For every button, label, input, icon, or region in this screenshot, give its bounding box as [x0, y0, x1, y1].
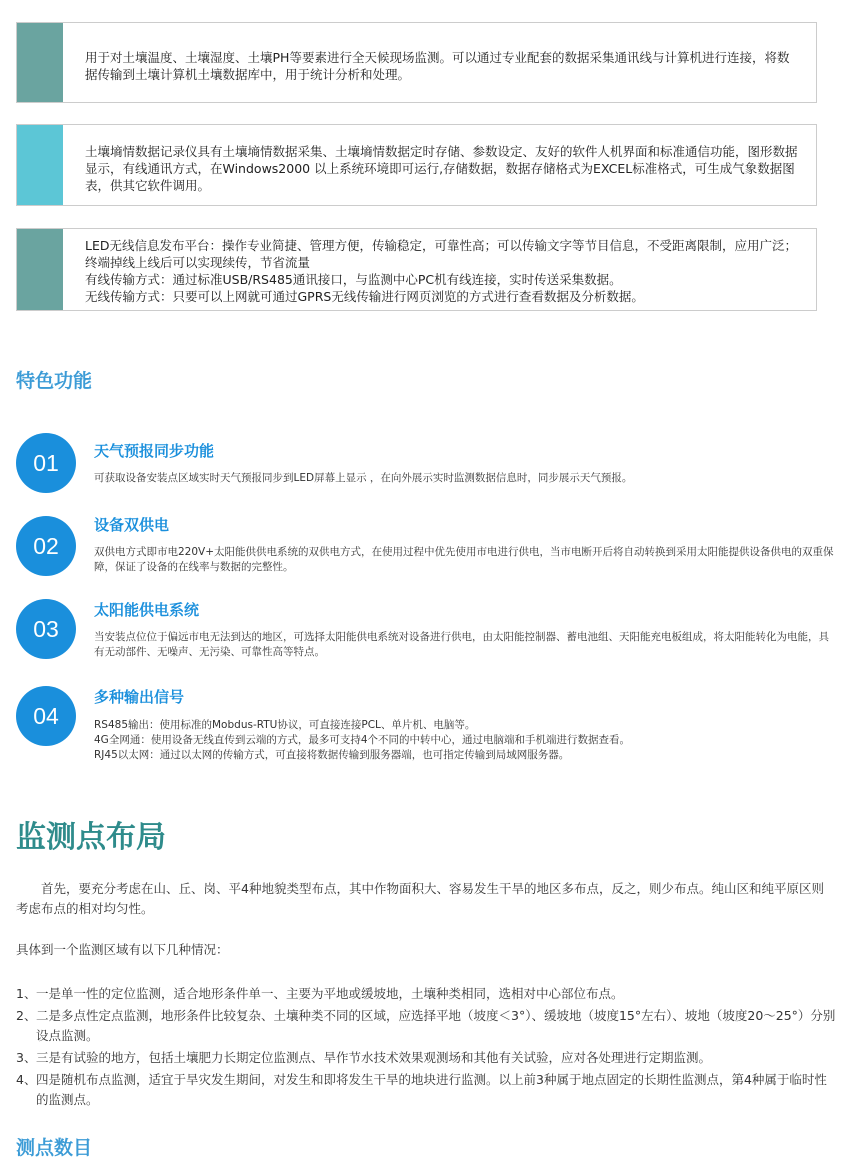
- list-item: [16, 1070, 836, 1110]
- feature-title: 天气预报同步功能: [94, 442, 215, 460]
- feature-title: 设备双供电: [94, 516, 170, 534]
- feature-line: 双供电方式即市电220V+太阳能供供电系统的双供电方式，在使用过程中优先使用市电进行供电，当市电断开后将自动转换到采用太阳能提供设备供电的双重保障，保证了设备的在线率与数据的完整性。: [94, 546, 834, 573]
- list-item-text: 四是随机布点监测，适宜于旱灾发生期间，对发生和即将发生干旱的地块进行监测。以上前3种属于地点固定的长期性监测点，第4种属于临时性的监测点。: [36, 1072, 827, 1107]
- features-title: 特色功能: [16, 370, 93, 392]
- list-item-text: 三是有试验的地方，包括土壤肥力长期定位监测点、旱作节水技术效果观测场和其他有关试验，应对各处理进行定期监测。: [36, 1050, 712, 1065]
- info-box-accent-bar: [17, 125, 63, 205]
- info-box-text: 土壤墒情数据记录仪具有土壤墒情数据采集、土壤墒情数据定时存储、参数设定、友好的软件人机界面和标准通信功能，图形数据显示，有线通讯方式，在Windows2000 以上系统环境即可运行,存储数据，数据存储格式为EXCEL标准格式，可生成气象数据图表，供其它软件调用。: [85, 144, 798, 193]
- feature-description: [94, 471, 836, 486]
- list-item: [16, 984, 836, 1004]
- feature-number-badge: 03: [16, 599, 76, 659]
- info-box-2: [16, 124, 817, 206]
- info-box-text: 用于对土壤温度、土壤湿度、土壤PH等要素进行全天候现场监测。可以通过专业配套的数据采集通讯线与计算机进行连接，将数据传输到土壤计算机土壤数据库中，用于统计分析和处理。: [85, 50, 790, 82]
- points-title: 测点数目: [16, 1137, 93, 1159]
- feature-number-badge: 04: [16, 686, 76, 746]
- situations-list: [16, 984, 836, 1112]
- feature-description: [94, 630, 836, 660]
- info-box-1: [16, 22, 817, 103]
- info-box-accent-bar: [17, 229, 63, 310]
- intro-paragraph: [16, 879, 836, 919]
- feature-number-badge: 02: [16, 516, 76, 576]
- list-item-number: 3、: [16, 1050, 37, 1065]
- list-item: [16, 1006, 836, 1046]
- feature-number-badge: 01: [16, 433, 76, 493]
- feature-line: 4G全网通：使用设备无线直传到云端的方式，最多可支持4个不同的中转中心，通过电脑端和手机端进行数据查看。: [94, 734, 630, 746]
- list-item-number: 4、: [16, 1072, 37, 1087]
- feature-line: 当安装点位位于偏远市电无法到达的地区，可选择太阳能供电系统对设备进行供电，由太阳能控制器、蓄电池组、天阳能充电板组成，将太阳能转化为电能，具有无动部件、无噪声、无污染、可靠性高等特点。: [94, 631, 829, 658]
- feature-item: [16, 599, 836, 679]
- list-item: [16, 1048, 836, 1068]
- info-box-text: LED无线信息发布平台：操作专业简捷、管理方便，传输稳定，可靠性高；可以传输文字等节目信息，不受距离限制，应用广泛；终端掉线上线后可以实现续传，节省流量: [85, 238, 797, 270]
- feature-line: RJ45以太网：通过以太网的传输方式，可直接将数据传输到服务器端，也可指定传输到局域网服务器。: [94, 749, 570, 761]
- list-item-text: 二是多点性定点监测，地形条件比较复杂、土壤种类不同的区域，应选择平地（坡度＜3°）、缓坡地（坡度15°左右）、坡地（坡度20～25°）分别设点监测。: [36, 1008, 836, 1043]
- list-item-number: 1、: [16, 986, 37, 1001]
- feature-line: RS485输出：使用标准的Mobdus-RTU协议，可直接连接PCL、单片机、电脑等。: [94, 719, 476, 731]
- list-item-text: 一是单一性的定位监测，适合地形条件单一、主要为平地或缓坡地，土壤种类相同，选相对中心部位布点。: [36, 986, 624, 1001]
- feature-description: [94, 718, 836, 763]
- feature-title: 多种输出信号: [94, 688, 185, 706]
- info-box-text: 无线传输方式：只要可以上网就可通过GPRS无线传输进行网页浏览的方式进行查看数据及分析数据。: [85, 289, 644, 304]
- feature-title: 太阳能供电系统: [94, 601, 200, 619]
- feature-item: [16, 516, 836, 596]
- info-box-accent-bar: [17, 23, 63, 102]
- situations-lead-text: 具体到一个监测区域有以下几种情况：: [16, 942, 229, 957]
- feature-item: [16, 433, 836, 513]
- feature-item: [16, 686, 836, 766]
- feature-line: 可获取设备安装点区域实时天气预报同步到LED屏幕上显示 ，在向外展示实时监测数据信息时，同步展示天气预报。: [94, 472, 633, 484]
- situations-lead: [16, 940, 836, 960]
- intro-text: 首先，要充分考虑在山、丘、岗、平4种地貌类型布点，其中作物面积大、容易发生干旱的地区多布点，反之，则少布点。纯山区和纯平原区则考虑布点的相对均匀性。: [16, 881, 824, 916]
- list-item-number: 2、: [16, 1008, 37, 1023]
- feature-description: [94, 545, 836, 575]
- layout-title: 监测点布局: [16, 820, 166, 855]
- info-box-text: 有线传输方式：通过标准USB/RS485通讯接口，与监测中心PC机有线连接，实时传送采集数据。: [85, 272, 622, 287]
- info-box-3: [16, 228, 817, 311]
